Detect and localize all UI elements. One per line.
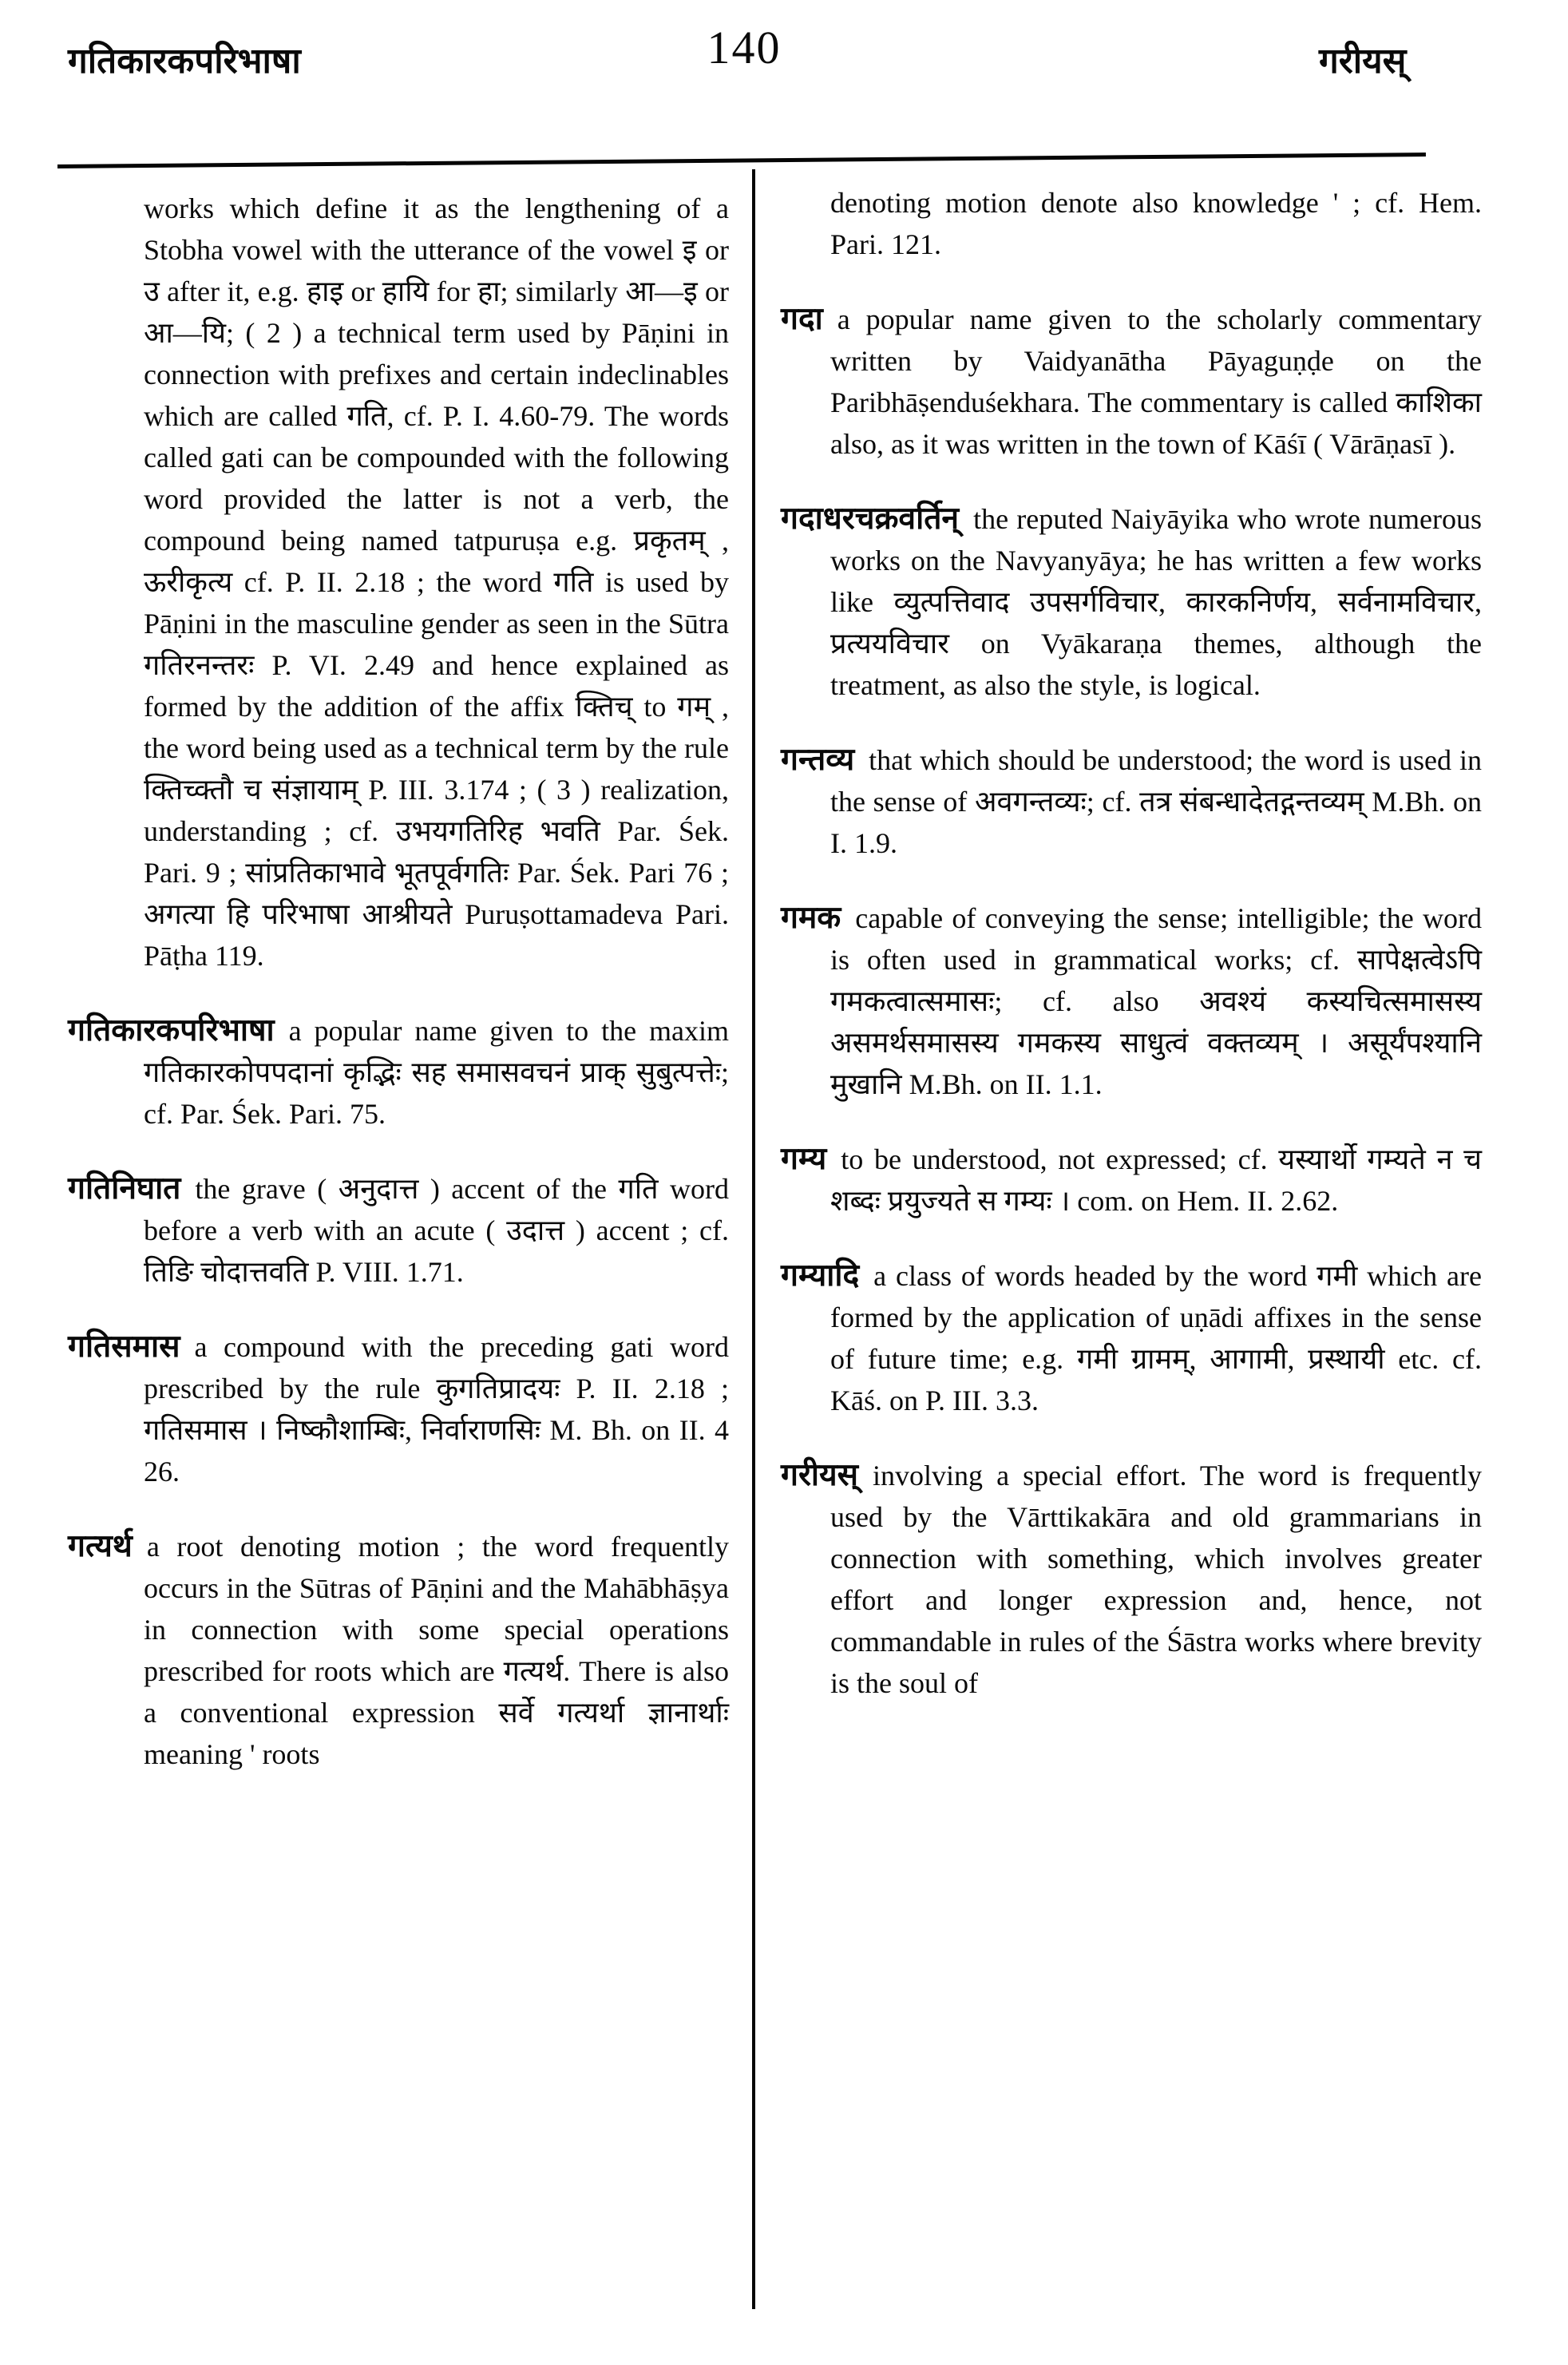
entry-headword: गतिनिघात [68, 1171, 181, 1206]
dictionary-entry [781, 299, 1482, 465]
entry-headword: गदाधरचक्रवर्तिन् [781, 501, 960, 536]
entry-body: a compound with the preceding gati word prescribed by the rule कुगतिप्रादयः P. II. 2.18 ; गतिसमास । निष्कौशाम्बिः, निर्वाराणसिः M. Bh. on II. 4 26. [144, 1331, 729, 1488]
entry-body: denoting motion denote also knowledge ' ; cf. Hem. Pari. 121. [830, 187, 1482, 260]
entry-body: a popular name given to the scholarly commentary written by Vaidyanātha Pāyaguṇḍe on the Paribhāṣenduśekhara. The commentary is called काशिका also, as it was written in the town of Kāśī ( Vārāṇasī ). [830, 303, 1482, 460]
dictionary-entry [781, 739, 1482, 864]
entry-headword: गत्यर्थ [68, 1529, 133, 1563]
entry-body: the grave ( अनुदात्त ) accent of the गति word before a verb with an acute ( उदात्त ) accent ; cf. तिङि चोदात्तवति P. VIII. 1.71. [144, 1173, 729, 1288]
entry-body: a class of words headed by the word गमी which are formed by the application of uṇādi affixes in the sense of future time; e.g. गमी ग्रामम्, आगामी, प्रस्थायी etc. cf. Kāś. on P. III. 3.3. [830, 1260, 1482, 1416]
continuation-paragraph [781, 182, 1482, 265]
entry-headword: गरीयस् [781, 1458, 858, 1492]
entry-body: works which define it as the lengthening of a Stobha vowel with the utterance of the vowel इ or उ after it, e.g. हाइ or हायि for हा; similarly आ—इ or आ—यि; ( 2 ) a technical term used by Pāṇini in connection with prefixes and certain indeclinables which are called गति, cf. P. I. 4.60-79. The words called gati can be compounded with the following word provided the latter is not a verb, the compound being named tatpuruṣa e.g. प्रकृतम् , ऊरीकृत्य cf. P. II. 2.18 ; the word गति is used by Pāṇini in the masculine gender as seen in the Sūtra गतिरनन्तरः P. VI. 2.49 and hence explained as formed by the addition of the affix क्तिच् to गम् , the word being used as a technical term by the rule क्तिच्क्तौ च संज्ञायाम् P. III. 3.174 ; ( 3 ) realization, understanding ; cf. उभयगतिरिह भवति Par. Śek. Pari. 9 ; सांप्रतिकाभावे भूतपूर्वगतिः Par. Śek. Pari 76 ; अगत्या हि परिभाषा आश्रीयते Puruṣottamadeva Pari. Pāṭha 119. [144, 192, 729, 972]
dictionary-entry [68, 1168, 729, 1293]
dictionary-entry [68, 1526, 729, 1775]
left-column [68, 188, 729, 1808]
entry-headword: गम्य [781, 1142, 827, 1176]
entry-body: that which should be understood; the word is used in the sense of अवगन्तव्यः; cf. तत्र संबन्धादेतद्गन्तव्यम् M.Bh. on I. 1.9. [830, 744, 1482, 859]
dictionary-entry [781, 498, 1482, 706]
entry-headword: गदा [781, 302, 823, 336]
entry-headword: गतिकारकपरिभाषा [68, 1013, 275, 1048]
dictionary-entry [781, 1255, 1482, 1421]
page-number: 140 [707, 22, 782, 73]
entry-headword: गमक [781, 901, 841, 935]
entry-body: a popular name given to the maxim गतिकारकोपपदानां कृद्भिः सह समासवचनं प्राक् सुबुत्पत्तेः; cf. Par. Śek. Pari. 75. [144, 1015, 729, 1130]
entry-headword: गतिसमास [68, 1329, 180, 1364]
header-right-keyword: गरीयस् [1319, 42, 1407, 81]
entry-headword: गन्तव्य [781, 743, 855, 777]
dictionary-entry [781, 1455, 1482, 1704]
dictionary-entry [781, 897, 1482, 1105]
continuation-paragraph [68, 188, 729, 977]
dictionary-entry [68, 1326, 729, 1492]
column-divider [752, 169, 755, 2309]
entry-body: involving a special effort. The word is frequently used by the Vārttikakāra and old grammarians in connection with something, which involves greater effort and longer expression and, hence, not commandable in rules of the Śāstra works where brevity is the soul of [830, 1460, 1482, 1699]
dictionary-entry [781, 1139, 1482, 1222]
entry-body: to be understood, not expressed; cf. यस्यार्थो गम्यते न च शब्दः प्रयुज्यते स गम्यः । com. on Hem. II. 2.62. [830, 1143, 1482, 1217]
right-column [781, 182, 1482, 1737]
header-left-keyword: गतिकारकपरिभाषा [68, 42, 301, 81]
entry-headword: गम्यादि [781, 1258, 860, 1293]
entry-body: a root denoting motion ; the word frequently occurs in the Sūtras of Pāṇini and the Mahābhāṣya in connection with some special operations prescribed for roots which are गत्यर्थ. There is also a conventional expression सर्वे गत्यर्था ज्ञानार्थाः meaning ' roots [144, 1531, 729, 1770]
entry-body: the reputed Naiyāyika who wrote numerous works on the Navyanyāya; he has written a few works like व्युत्पत्तिवाद उपसर्गविचार, कारकनिर्णय, सर्वनामविचार, प्रत्ययविचार on Vyākaraṇa themes, although the treatment, as also the style, is logical. [830, 503, 1482, 701]
dictionary-entry [68, 1010, 729, 1135]
entry-body: capable of conveying the sense; intelligible; the word is often used in grammatical works; cf. सापेक्षत्वेऽपि गमकत्वात्समासः; cf. also अवश्यं कस्यचित्समासस्य असमर्थसमासस्य गमकस्य साधुत्वं वक्तव्यम् । असूर्यंपश्यानि मुखानि M.Bh. on II. 1.1. [830, 902, 1482, 1100]
header-rule [57, 153, 1426, 168]
